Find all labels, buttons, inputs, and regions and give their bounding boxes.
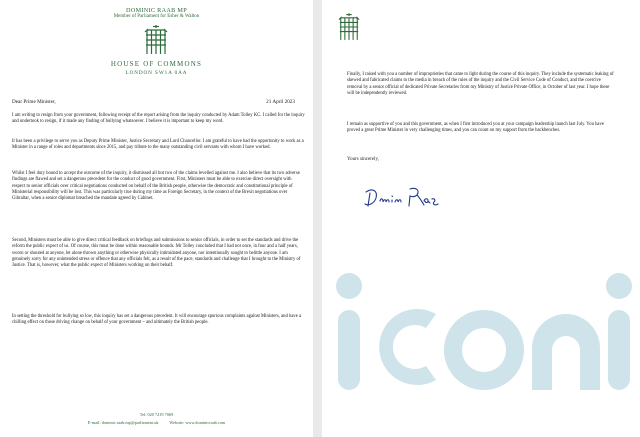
paragraph-6: Finally, I raised with you a number of improprieties that came to light during the course of this inquiry. They include the systematic leaking of skewed and fabricated claims to the media in breach of the rules of the inquiry and the Civil Service Code of Conduct, and the coercive removal by a senior official of dedicated Private Secretaries from my Ministry of Justice Private Office, in October of last year. I hope these will be independently reviewed. [347,72,614,96]
letter-page-2 [322,0,640,437]
paragraph-7: I remain as supportive of you and this government, as when I first introduced you at your campaign leadership launch last July. You have proved a great Prime Minister in very challenging times, and you can count on my support from the backbenches. [347,122,604,134]
page-gutter [313,0,322,437]
footer-contact: E-mail: dominic.raab.mp@parliament.uk Website: www.dominicraab.com [87,420,226,425]
mp-name: DOMINIC RAAB MP [126,7,187,14]
salutation: Dear Prime Minister, [12,99,56,105]
iconic-watermark-logo [336,262,636,412]
paragraph-3: Whilst I feel duty bound to accept the outcome of the inquiry, it dismissed all but two of the claims levelled against me. I also believe that its two adverse findings are flawed and set a dangerous precedent for the conduct of good government. First, Ministers must be able to exercise direct oversight with respect to senior officials over critical negotiations conducted on behalf of the British people, otherwise the democratic and constitutional principle of Ministerial responsibility will be lost. This was particularly true during my time as Foreign Secretary, in the context of the Brexit negotiations over Gibraltar, when a senior diplomat breached the mandate agreed by Cabinet. [12,171,300,202]
portcullis-icon [338,12,360,42]
house-address: LONDON SW1A 0AA [125,70,188,76]
signature-image [362,184,442,219]
paragraph-1: I am writing to resign from your government, following receipt of the report arising from the inquiry conducted by Adam Tolley KC. I called for the inquiry and undertook to resign, if it made any finding of bullying whatsoever. I believe it is important to keep my word. [12,113,305,125]
footer-tel: Tel: 020 7219 7069 [139,412,174,417]
mp-role: Member of Parliament for Esher & Walton [113,14,200,19]
portcullis-icon [144,24,168,56]
letter-date: 21 April 2023 [266,99,295,105]
paragraph-2: It has been a privilege to serve you as Deputy Prime Minister, Justice Secretary and Lord Chancellor. I am grateful to have had the opportunity to work as a Minister in a range of roles and departments since 2015, and pay tribute to the many outstanding civil servants with whom I have worked. [12,139,304,151]
paragraph-5: In setting the threshold for bullying so low, this inquiry has set a dangerous precedent. It will encourage spurious complaints against Ministers, and have a chilling effect on those driving change on behalf of your government – and ultimately the British people. [12,314,302,326]
letter-page-1 [0,0,313,437]
house-name: HOUSE OF COMMONS [110,60,203,68]
paragraph-4: Second, Ministers must be able to give direct critical feedback on briefings and submissions to senior officials, in order to set the standards and drive the reform the public expect of us. Of course, this must be done within reasonable bounds. Mr Tolley concluded that I had not once, in four and a half years, sworn or shouted at anyone, let alone thrown anything or otherwise physically intimidated anyone, nor intentionally sought to belittle anyone. I am genuinely sorry for any unintended stress or offence that any officials felt, as a result of the pace, standards and challenge that I brought to the Ministry of Justice. That is, however, what the public expect of Ministers working on their behalf. [12,238,301,269]
signoff: Yours sincerely, [347,157,379,162]
